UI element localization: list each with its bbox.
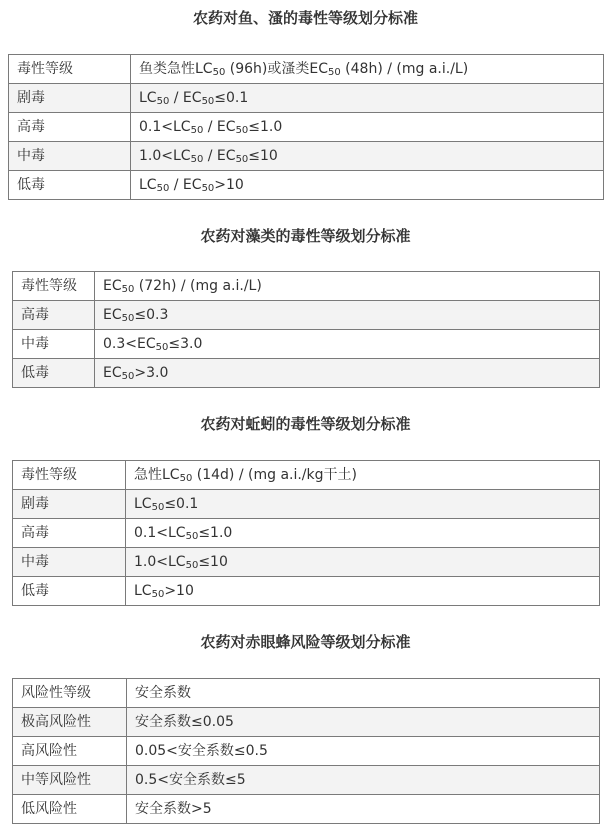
table-row bbox=[13, 737, 600, 766]
level-cell: 毒性等级 bbox=[13, 461, 126, 490]
table-row bbox=[13, 766, 600, 795]
table-header-row bbox=[13, 679, 600, 708]
level-cell: 低毒 bbox=[13, 359, 95, 388]
table-row bbox=[13, 548, 600, 577]
criteria-cell: $0.3<EC_{50}\le 3.0$ bbox=[95, 330, 600, 359]
criteria-cell: $EC_{50}>3.0$ bbox=[95, 359, 600, 388]
criteria-cell: $1.0<LC_{50} / EC_{50}\le 10$ bbox=[131, 142, 604, 171]
criteria-cell: 安全系数≤0.05 bbox=[127, 708, 600, 737]
table-row bbox=[13, 359, 600, 388]
criteria-cell: 安全系数 bbox=[127, 679, 600, 708]
table-row bbox=[13, 301, 600, 330]
table-row bbox=[13, 795, 600, 824]
level-cell: 低毒 bbox=[13, 577, 126, 606]
table-header-row bbox=[13, 461, 600, 490]
table-row bbox=[9, 171, 604, 200]
criteria-cell: $0.1<LC_{50}\le 1.0$ bbox=[126, 519, 600, 548]
section-title-earthworm: 农药对蚯蚓的毒性等级划分标准 bbox=[200, 415, 411, 433]
table-algae bbox=[12, 271, 600, 388]
level-cell: 低风险性 bbox=[13, 795, 127, 824]
table-row bbox=[13, 330, 600, 359]
level-cell: 高毒 bbox=[9, 113, 131, 142]
level-cell: 极高风险性 bbox=[13, 708, 127, 737]
level-cell: 毒性等级 bbox=[13, 272, 95, 301]
table-earthworm bbox=[12, 460, 600, 606]
criteria-cell: 安全系数>5 bbox=[127, 795, 600, 824]
level-cell: 低毒 bbox=[9, 171, 131, 200]
level-cell: 毒性等级 bbox=[9, 55, 131, 84]
level-cell: 高毒 bbox=[13, 301, 95, 330]
criteria-cell: $LC_{50}>10$ bbox=[126, 577, 600, 606]
criteria-cell: $LC_{50} / EC_{50}\le 0.1$ bbox=[131, 84, 604, 113]
table-row bbox=[9, 84, 604, 113]
table-row bbox=[9, 113, 604, 142]
level-cell: 风险性等级 bbox=[13, 679, 127, 708]
table-row bbox=[13, 577, 600, 606]
criteria-cell: 0.05<安全系数≤0.5 bbox=[127, 737, 600, 766]
level-cell: 剧毒 bbox=[9, 84, 131, 113]
criteria-cell: $0.1<LC_{50} / EC_{50}\le 1.0$ bbox=[131, 113, 604, 142]
level-cell: 中等风险性 bbox=[13, 766, 127, 795]
criteria-cell: $LC_{50}\le 0.1$ bbox=[126, 490, 600, 519]
level-cell: 中毒 bbox=[13, 330, 95, 359]
section-title-algae: 农药对藻类的毒性等级划分标准 bbox=[200, 227, 411, 245]
criteria-cell: 0.5<安全系数≤5 bbox=[127, 766, 600, 795]
criteria-cell: $EC_{50}\le 0.3$ bbox=[95, 301, 600, 330]
section-title-fish: 农药对鱼、溞的毒性等级划分标准 bbox=[192, 9, 418, 27]
section-title-trichogramma: 农药对赤眼蜂风险等级划分标准 bbox=[200, 633, 411, 651]
level-cell: 高风险性 bbox=[13, 737, 127, 766]
criteria-cell: 急性$LC_{50}$ (14d) / (mg a.i./kg干土) bbox=[126, 461, 600, 490]
level-cell: 中毒 bbox=[13, 548, 126, 577]
criteria-cell: $EC_{50}$ (72h) / (mg a.i./L) bbox=[95, 272, 600, 301]
table-fish bbox=[8, 54, 604, 200]
criteria-cell: 鱼类急性$LC_{50}$ (96h)或溞类$EC_{50}$ (48h) / (mg a.i./L) bbox=[131, 55, 604, 84]
table-row bbox=[13, 490, 600, 519]
table-trichogramma bbox=[12, 678, 600, 824]
criteria-cell: $1.0<LC_{50}\le 10$ bbox=[126, 548, 600, 577]
level-cell: 高毒 bbox=[13, 519, 126, 548]
table-row bbox=[13, 708, 600, 737]
table-header-row bbox=[9, 55, 604, 84]
table-row bbox=[9, 142, 604, 171]
table-header-row bbox=[13, 272, 600, 301]
table-row bbox=[13, 519, 600, 548]
level-cell: 中毒 bbox=[9, 142, 131, 171]
level-cell: 剧毒 bbox=[13, 490, 126, 519]
criteria-cell: $LC_{50} / EC_{50}>10$ bbox=[131, 171, 604, 200]
